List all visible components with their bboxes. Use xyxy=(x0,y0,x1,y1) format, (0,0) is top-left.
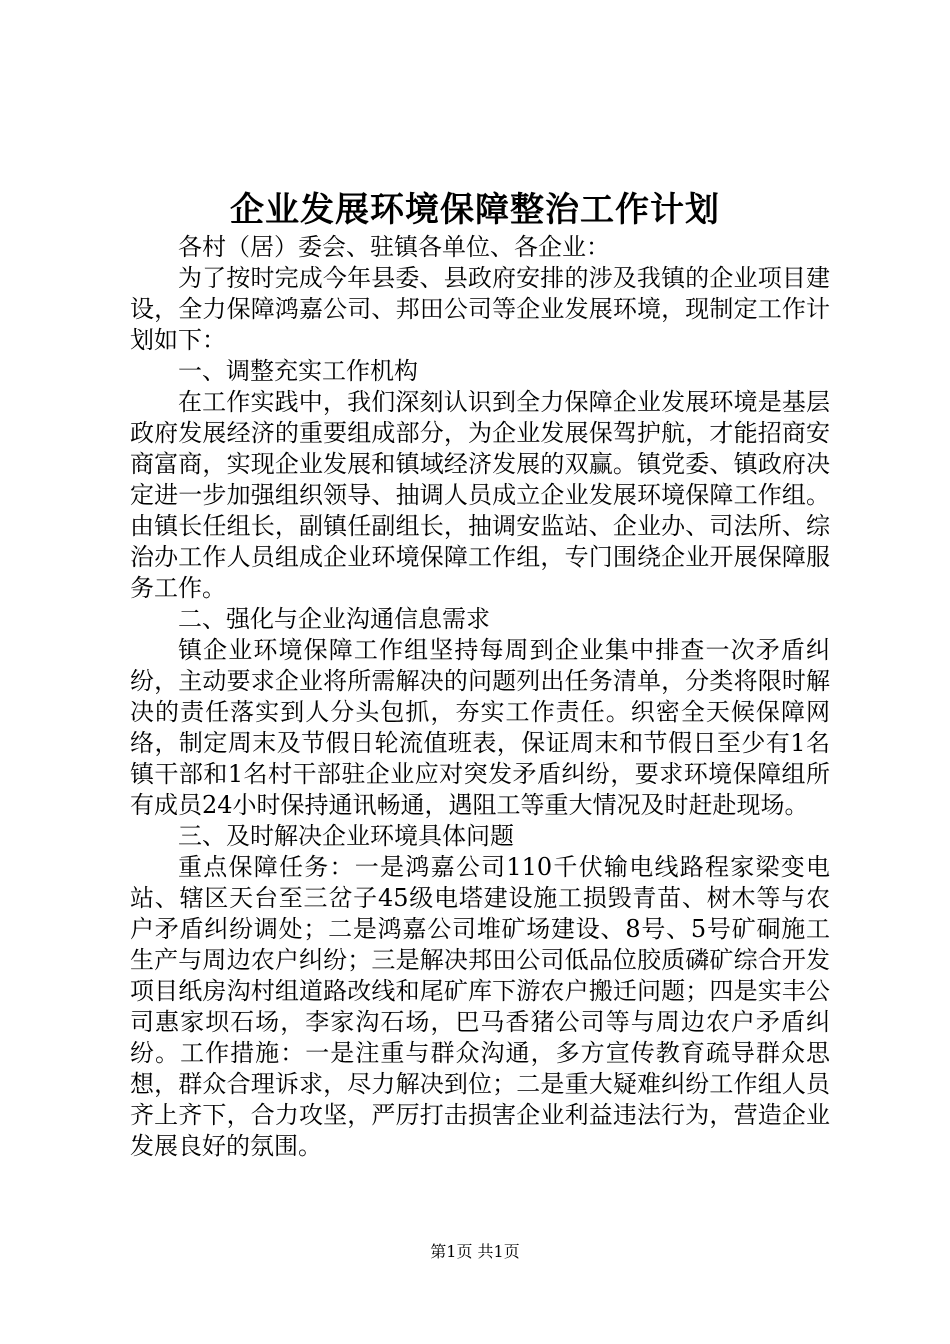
page-footer: 第1页 共1页 xyxy=(430,1242,520,1261)
section-body-1: 在工作实践中，我们深刻认识到全力保障企业发展环境是基层政府发展经济的重要组成部分，为企业发展保驾护航，才能招商安商富商，实现企业发展和镇域经济发展的双赢。镇党委、镇政府决定进一步加强组织领导、抽调人员成立企业发展环境保障工作组。由镇长任组长，副镇任副组长，抽调安监站、企业办、司法所、综治办工作人员组成企业环境保障工作组，专门围绕企业开展保障服务工作。 xyxy=(130,388,830,602)
salutation: 各村（居）委会、驻镇各单位、各企业： xyxy=(178,233,610,261)
document-title: 企业发展环境保障整治工作计划 xyxy=(230,190,720,230)
section-body-3: 重点保障任务：一是鸿嘉公司110千伏输电线路程家梁变电站、辖区天台至三岔子45级电塔建设施工损毁青苗、树木等与农户矛盾纠纷调处；二是鸿嘉公司堆矿场建设、8号、5号矿硐施工生产与周边农户纠纷；三是解决邦田公司低品位胶质磷矿综合开发项目纸房沟村组道路改线和尾矿库下游农户搬迁问题；四是实丰公司惠家坝石场，李家沟石场，巴马香猪公司等与周边农户矛盾纠纷。工作措施：一是注重与群众沟通，多方宣传教育疏导群众思想，群众合理诉求，尽力解决到位；二是重大疑难纠纷工作组人员齐上齐下，合力攻坚，严厉打击损害企业利益违法行为，营造企业发展良好的氛围。 xyxy=(130,853,830,1160)
intro-paragraph: 为了按时完成今年县委、县政府安排的涉及我镇的企业项目建设，全力保障鸿嘉公司、邦田公司等企业发展环境，现制定工作计划如下： xyxy=(130,264,830,354)
section-heading-2: 二、强化与企业沟通信息需求 xyxy=(178,605,490,633)
section-heading-1: 一、调整充实工作机构 xyxy=(178,357,418,385)
document-body xyxy=(130,232,830,1162)
section-body-2: 镇企业环境保障工作组坚持每周到企业集中排查一次矛盾纠纷，主动要求企业将所需解决的问题列出任务清单，分类将限时解决的责任落实到人分头包抓，夯实工作责任。织密全天候保障网络，制定周末及节假日轮流值班表，保证周末和节假日至少有1名镇干部和1名村干部驻企业应对突发矛盾纠纷，要求环境保障组所有成员24小时保持通讯畅通，遇阻工等重大情况及时赶赴现场。 xyxy=(130,636,830,819)
section-heading-3: 三、及时解决企业环境具体问题 xyxy=(178,822,514,850)
